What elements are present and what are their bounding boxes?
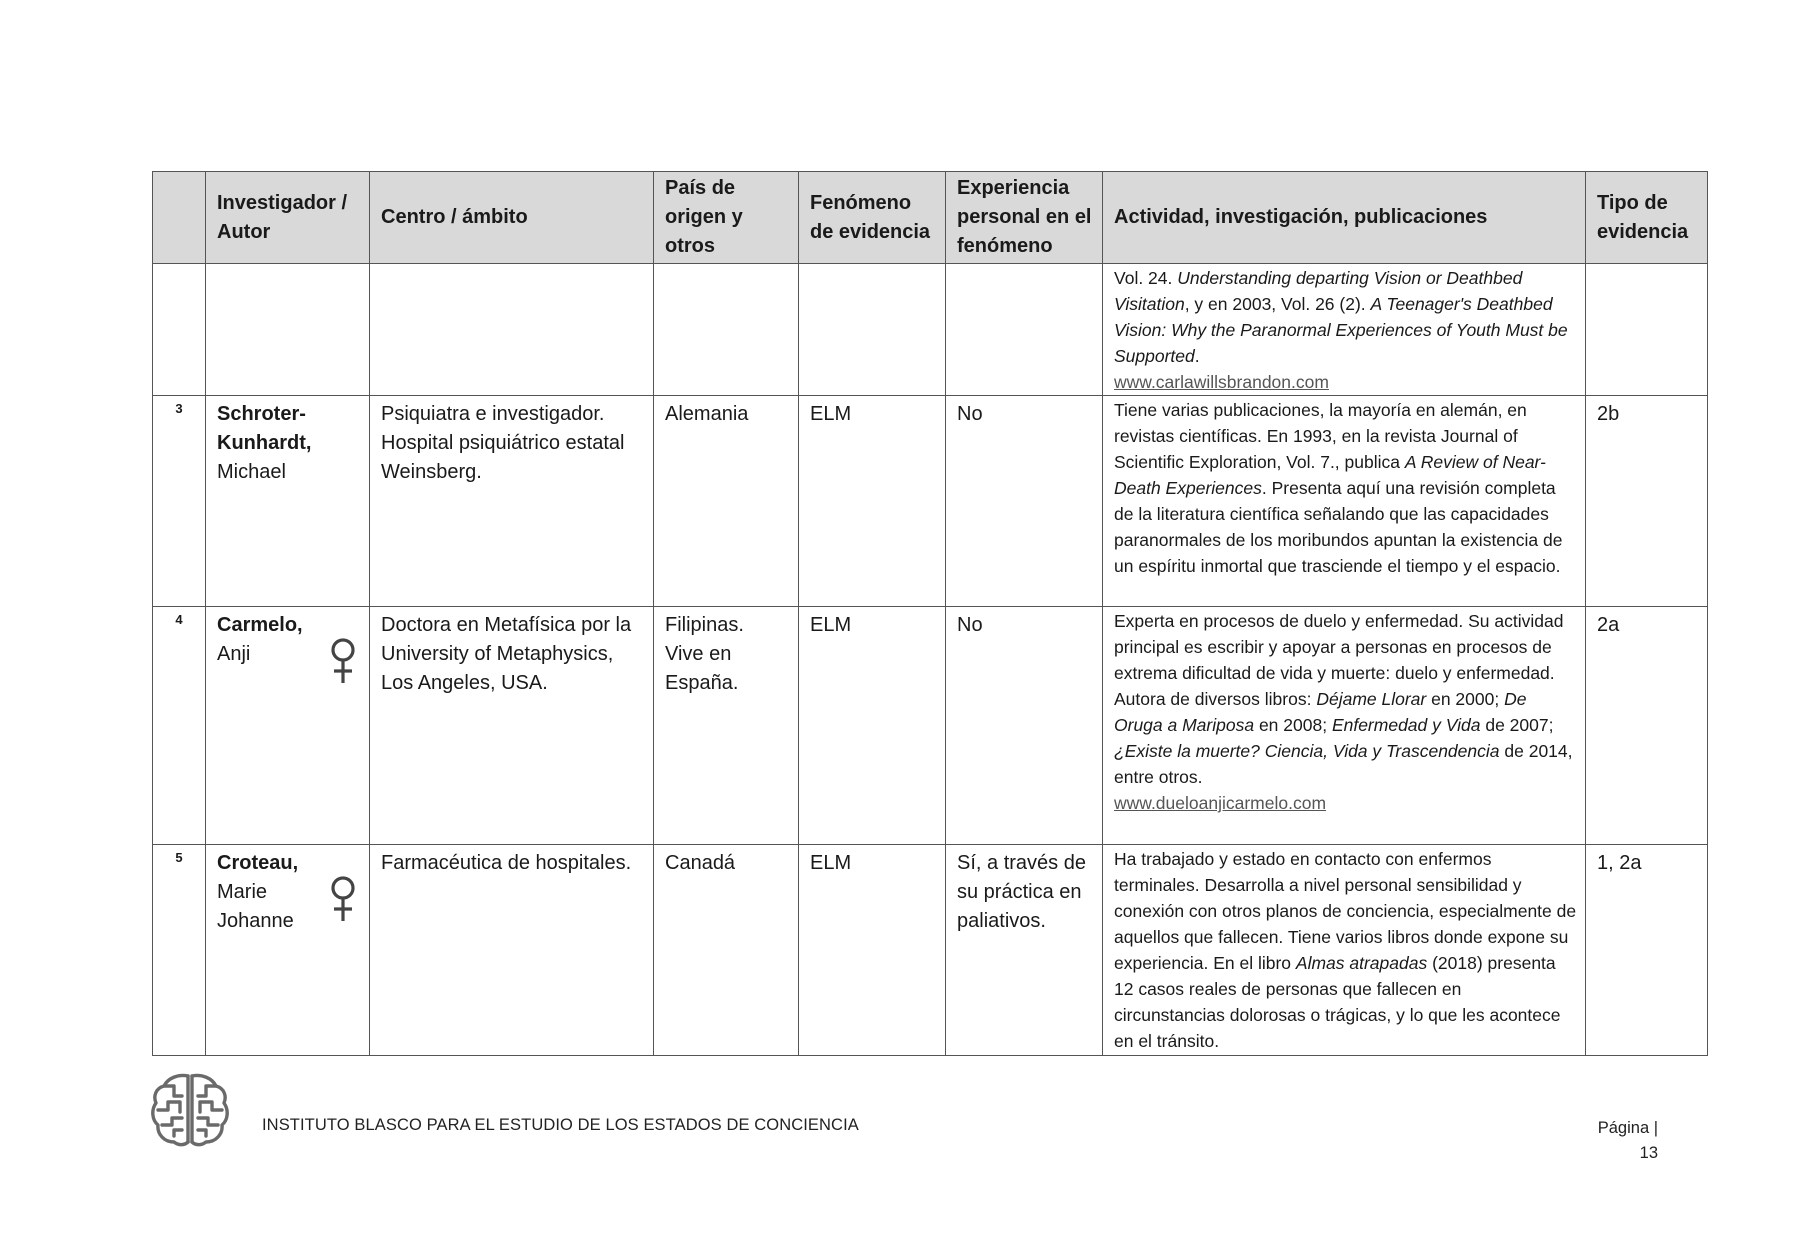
cell-evidence: 1, 2a (1586, 845, 1708, 1056)
activity-text: de 2014, entre otros. (1114, 741, 1573, 787)
header-center: Centro / ámbito (370, 172, 654, 264)
activity-text: . Presenta aquí una revisión completa de la literatura científica señalando que las capacidades paranormales de los moribundos apuntan la existencia de un espíritu inmortal que trasciende el tiempo y el espacio. (1114, 478, 1563, 576)
cell-activity (1103, 396, 1586, 607)
cell-activity (1103, 845, 1586, 1056)
activity-text: Tiene varias publicaciones, la mayoría en alemán, en revistas científicas. En 1993, en la revista Journal of Scientific Exploration, Vol. 7., publica (1114, 400, 1527, 472)
author-surname: Carmelo, (217, 614, 303, 636)
cell-experience (946, 264, 1103, 396)
page-number-value: 13 (1639, 1144, 1658, 1162)
cell-center: Doctora en Metafísica por la University of Metaphysics, Los Angeles, USA. (370, 607, 654, 845)
header-num (153, 172, 206, 264)
activity-text: de 2007; (1480, 715, 1554, 735)
researchers-table (152, 171, 1708, 1056)
cell-author (206, 607, 370, 845)
activity-text: , y en 2003, Vol. 26 (2). (1184, 294, 1371, 314)
female-symbol-icon (329, 875, 357, 923)
header-activity: Actividad, investigación, publicaciones (1103, 172, 1586, 264)
cell-center (370, 264, 654, 396)
cell-author (206, 396, 370, 607)
author-given-name: Marie Johanne (217, 881, 294, 932)
publication-title: Understanding departing Vision or Deathbed Visitation (1114, 268, 1523, 314)
publication-title: ¿Existe la muerte? Ciencia, Vida y Trascendencia (1114, 741, 1500, 761)
cell-center: Farmacéutica de hospitales. (370, 845, 654, 1056)
activity-text: . (1194, 346, 1200, 366)
publication-title: A Teenager's Deathbed Vision: Why the Paranormal Experiences of Youth Must be Supported (1114, 294, 1568, 366)
author-surname: Schroter-Kunhardt, (217, 403, 312, 454)
cell-experience: Sí, a través de su práctica en paliativos. (946, 845, 1103, 1056)
cell-activity (1103, 607, 1586, 845)
header-phenomenon: Fenómeno de evidencia (799, 172, 946, 264)
publication-title: Almas atrapadas (1295, 953, 1428, 973)
brain-maze-logo-icon (150, 1070, 230, 1148)
cell-evidence: 2b (1586, 396, 1708, 607)
institute-name: INSTITUTO BLASCO PARA EL ESTUDIO DE LOS ESTADOS DE CONCIENCIA (262, 1116, 859, 1134)
table-row-continuation (153, 264, 1708, 396)
author-given-name: Anji (217, 643, 251, 665)
cell-phenomenon: ELM (799, 607, 946, 845)
cell-phenomenon: ELM (799, 845, 946, 1056)
cell-experience: No (946, 607, 1103, 845)
cell-country: Alemania (654, 396, 799, 607)
publication-title: Déjame Llorar (1316, 689, 1427, 709)
page-number (1582, 1116, 1658, 1166)
row-number: 5 (153, 845, 206, 1056)
activity-text: Experta en procesos de duelo y enfermedad. Su actividad principal es escribir y apoyar a personas en procesos de extrema dificultad de vida y muerte: duelo y enfermedad. Autora de diversos libros: (1114, 611, 1564, 709)
website-link[interactable]: www.dueloanjicarmelo.com (1114, 793, 1327, 813)
cell-country: Canadá (654, 845, 799, 1056)
cell-country (654, 264, 799, 396)
table-header-row (153, 172, 1708, 264)
cell-phenomenon: ELM (799, 396, 946, 607)
cell-author (206, 264, 370, 396)
table-row (153, 845, 1708, 1056)
cell-num (153, 264, 206, 396)
publication-title: De Oruga a Mariposa (1114, 689, 1527, 735)
publication-title: A Review of Near-Death Experiences (1114, 452, 1546, 498)
cell-experience: No (946, 396, 1103, 607)
header-experience: Experiencia personal en el fenómeno (946, 172, 1103, 264)
female-symbol-icon (329, 637, 357, 685)
publication-title: Enfermedad y Vida (1331, 715, 1481, 735)
cell-evidence: 2a (1586, 607, 1708, 845)
cell-country: Filipinas. Vive en España. (654, 607, 799, 845)
cell-evidence (1586, 264, 1708, 396)
activity-text: Ha trabajado y estado en contacto con enfermos terminales. Desarrolla a nivel personal sensibilidad y conexión con otros planos de conciencia, especialmente de aquellos que fallecen. Tiene varios libros donde expone su experiencia. En el libro (1114, 849, 1577, 973)
header-evidence: Tipo de evidencia (1586, 172, 1708, 264)
row-number: 4 (153, 607, 206, 845)
cell-center: Psiquiatra e investigador. Hospital psiquiátrico estatal Weinsberg. (370, 396, 654, 607)
row-number: 3 (153, 396, 206, 607)
table-row (153, 607, 1708, 845)
activity-text: en 2000; (1426, 689, 1505, 709)
activity-text: (2018) presenta 12 casos reales de personas que fallecen en circunstancias dolorosas o trágicas, y lo que les acontece en el tránsito. (1114, 953, 1561, 1051)
header-author: Investigador / Autor (206, 172, 370, 264)
table-row (153, 396, 1708, 607)
cell-author (206, 845, 370, 1056)
author-surname: Croteau, (217, 852, 299, 874)
cell-activity (1103, 264, 1586, 396)
author-given-name: Michael (217, 461, 286, 483)
page-label: Página | (1597, 1119, 1658, 1137)
activity-text: en 2008; (1254, 715, 1332, 735)
website-link[interactable]: www.carlawillsbrandon.com (1114, 372, 1329, 392)
header-country: País de origen y otros (654, 172, 799, 264)
activity-text: Vol. 24. (1114, 268, 1178, 288)
cell-phenomenon (799, 264, 946, 396)
